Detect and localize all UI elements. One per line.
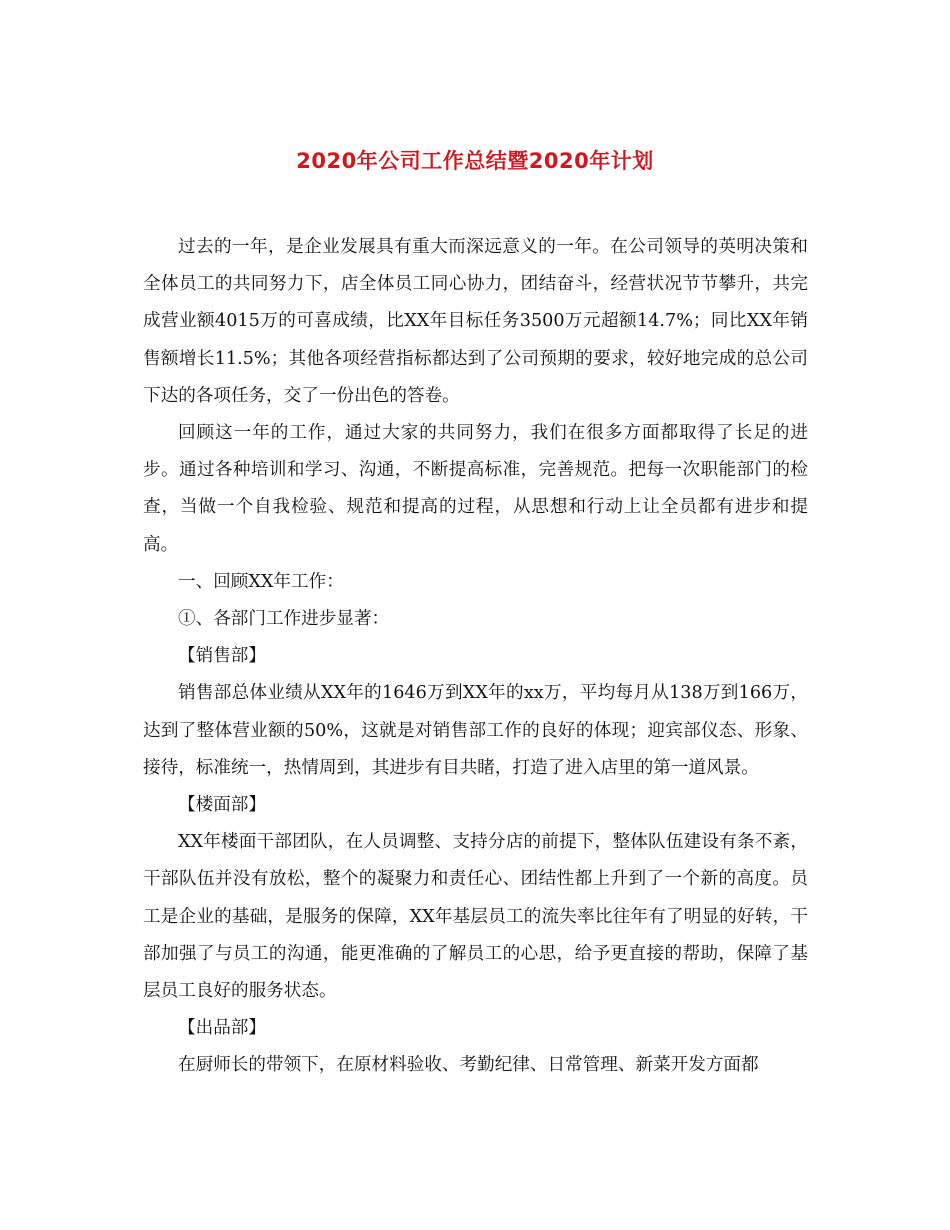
section-heading: 一、回顾XX年工作： [178,571,344,592]
paragraph-kitchen: 在厨师长的带领下，在原材料验收、考勤纪律、日常管理、新菜开发方面都 [178,1055,759,1076]
paragraph-floor: XX年楼面干部团队，在人员调整、支持分店的前提下，整体队伍建设有条不紊，干部队伍并没有放松，整个的凝聚力和责任心、团结性都上升到了一个新的高度。员工是企业的基础，是服务的保障，XX年基层员工的流失率比往年有了明显的好转，干部加强了与员工的沟通，能更准确的了解员工的心思，给予更直接的帮助，保障了基层员工良好的服务状态。 [143,832,808,1002]
paragraph-sales: 销售部总体业绩从XX年的1646万到XX年的xx万，平均每月从138万到166万，达到了整体营业额的50%，这就是对销售部工作的良好的体现；迎宾部仪态、形象、接待，标准统一，热情周到，其进步有目共睹，打造了进入店里的第一道风景。 [143,683,808,778]
dept-heading-kitchen: 【出品部】 [178,1018,266,1039]
dept-heading-floor: 【楼面部】 [178,795,266,816]
subsection-heading: ①、各部门工作进步显著： [178,609,390,630]
document-body [143,229,808,1085]
dept-heading-sales: 【销售部】 [178,646,266,667]
document-title: 2020年公司工作总结暨2020年计划 [296,149,654,173]
paragraph-intro: 过去的一年，是企业发展具有重大而深远意义的一年。在公司领导的英明决策和全体员工的共同努力下，店全体员工同心协力，团结奋斗，经营状况节节攀升，共完成营业额4015万的可喜成绩，比XX年目标任务3500万元超额14.7%；同比XX年销售额增长11.5%；其他各项经营指标都达到了公司预期的要求，较好地完成的总公司下达的各项任务，交了一份出色的答卷。 [143,237,808,406]
paragraph-review: 回顾这一年的工作，通过大家的共同努力，我们在很多方面都取得了长足的进步。通过各种培训和学习、沟通，不断提高标准，完善规范。把每一次职能部门的检查，当做一个自我检验、规范和提高的过程，从思想和行动上让全员都有进步和提高。 [143,423,808,555]
